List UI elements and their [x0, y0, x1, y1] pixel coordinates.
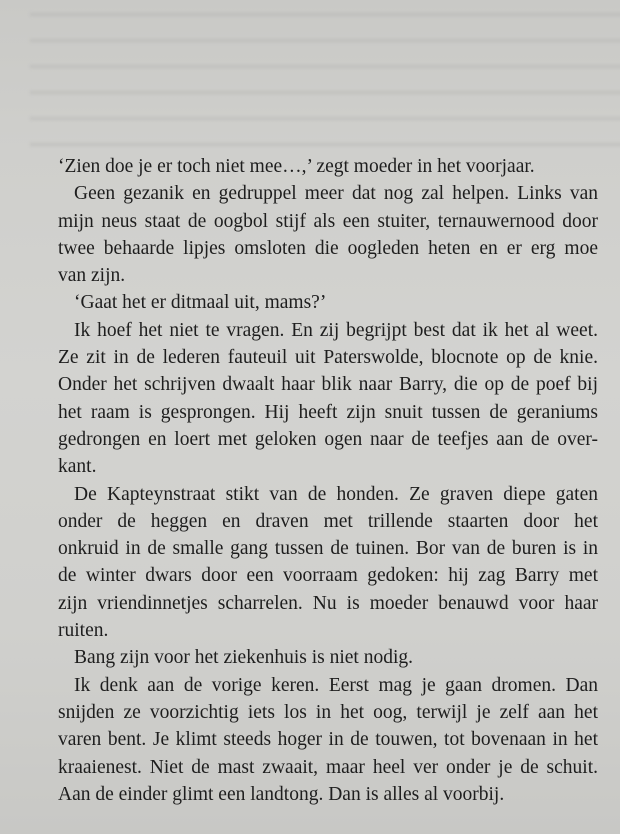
body-text [58, 153, 598, 808]
text-line: onder de heggen en draven met trillende staarten door het [58, 510, 598, 532]
text-line: van zijn. [58, 265, 126, 287]
text-line: Onder het schrijven dwaalt haar blik naar Barry, die op de poef bij [58, 374, 598, 396]
text-line: ‘Gaat het er ditmaal uit, mams?’ [74, 292, 327, 314]
text-line: Aan de einder glimt een landtong. Dan is alles al voorbij. [58, 783, 505, 805]
text-line: gedrongen en loert met geloken ogen naar de teefjes aan de over- [58, 428, 598, 450]
text-line: onkruid in de smalle gang tussen de tuinen. Bor van de buren is in [58, 538, 598, 560]
text-line: varen bent. Je klimt steeds hoger in de touwen, tot bovenaan in het [58, 729, 598, 751]
text-line: kraaienest. Niet de mast zwaait, maar heel ver onder je de schuit. [58, 756, 598, 778]
text-line: het raam is gesprongen. Hij heeft zijn snuit tussen de geraniums [58, 401, 598, 423]
text-line: zijn vriendinnetjes scharrelen. Nu is moeder benauwd voor haar [58, 592, 598, 614]
text-line: De Kapteynstraat stikt van de honden. Ze graven diepe gaten [74, 483, 598, 505]
text-line: Ik denk aan de vorige keren. Eerst mag je gaan dromen. Dan [74, 674, 598, 696]
text-line: Bang zijn voor het ziekenhuis is niet nodig. [74, 647, 414, 669]
text-line: ‘Zien doe je er toch niet mee…,’ zegt moeder in het voorjaar. [58, 156, 535, 177]
show-through-text [30, 0, 620, 150]
text-line: Ik hoef het niet te vragen. En zij begrijpt best dat ik het al weet. [74, 319, 598, 341]
text-line: de winter dwars door een voorraam gedoken: hij zag Barry met [58, 565, 598, 587]
text-line: ruiten. [58, 620, 109, 642]
text-line: Geen gezanik en gedruppel meer dat nog zal helpen. Links van [74, 183, 598, 205]
text-line: mijn neus staat de oogbol stijf als een stuiter, ternauwernood door [58, 210, 598, 232]
text-line: kant. [58, 456, 97, 478]
text-line: Ze zit in de lederen fauteuil uit Paterswolde, blocnote op de knie. [58, 347, 598, 369]
text-line: snijden ze voorzichtig iets los in het oog, terwijl je zelf aan het [58, 701, 598, 723]
text-line: twee behaarde lipjes omsloten die oogleden heten en er erg moe [58, 237, 598, 259]
